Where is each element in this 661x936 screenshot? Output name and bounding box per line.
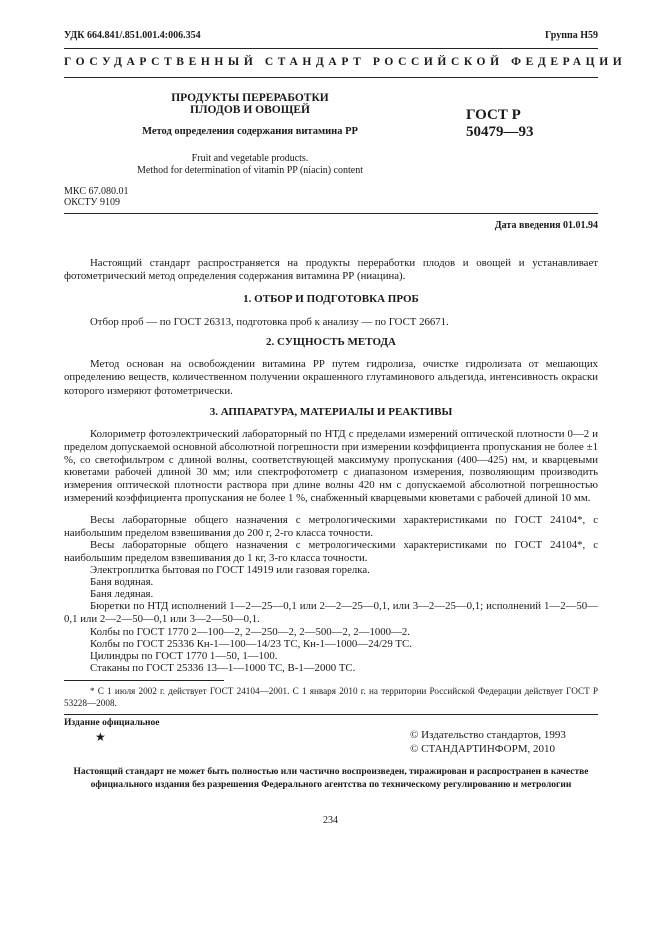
- section-2-text: Метод основан на освобождении витамина РР путем гидролиза, очистке гидролизата от мешающих определению веществ, количественном получении окрашенного глутаминового альдегида, интенсивность окраски которого измеряют фотометрически.: [64, 358, 598, 397]
- reproduction-notice: Настоящий стандарт не может быть полностью или частично воспроизведен, тиражирован и распространен в качестве официального издания без разрешения Федерального агентства по техническому регулированию и метрологии: [73, 767, 589, 790]
- date-label: Дата введения: [494, 220, 563, 231]
- english-title-line-2: Method for determination of vitamin PP (niacin) content: [137, 165, 363, 176]
- header-rule-top: [64, 48, 598, 49]
- equipment-item-stove: Электроплитка бытовая по ГОСТ 14919 или газовая горелка.: [90, 564, 370, 576]
- section-1-heading: 1. ОТБОР И ПОДГОТОВКА ПРОБ: [243, 293, 419, 305]
- group-code: Группа Н59: [545, 30, 598, 41]
- footnote-rule: [64, 680, 224, 681]
- section-1-text: Отбор проб — по ГОСТ 26313, подготовка проб к анализу — по ГОСТ 26671.: [90, 316, 449, 328]
- footer-rule: [64, 714, 598, 715]
- equipment-item-burettes: Бюретки по НТД исполнений 1—2—25—0,1 или 2—2—25—0,1, или 3—2—25—0,1; исполнений 1—2—50—0,1 или 2—2—50—0,1 или 3—2—50—0,1.: [64, 600, 598, 625]
- copyright-publisher: © Издательство стандартов, 1993: [410, 729, 566, 741]
- equipment-item-scales-200: Весы лабораторные общего назначения с метрологическими характеристиками по ГОСТ 24104*, с наибольшим пределом взвешивания до 200 г, 2-го класса точности.: [64, 514, 598, 539]
- document-title: [70, 92, 430, 116]
- method-title: Метод определения содержания витамина РР: [142, 126, 358, 137]
- english-title: [70, 153, 430, 177]
- udk-code: УДК 664.841/.851.001.4:006.354: [64, 30, 201, 41]
- section-2-heading: 2. СУЩНОСТЬ МЕТОДА: [266, 336, 396, 348]
- classification-codes: [64, 186, 128, 208]
- equipment-item-flasks-1770: Колбы по ГОСТ 1770 2—100—2, 2—250—2, 2—500—2, 2—1000—2.: [90, 626, 410, 638]
- copyright-standartinform: © СТАНДАРТИНФОРМ, 2010: [410, 743, 555, 755]
- page-number: 234: [323, 815, 338, 826]
- gost-line-2: 50479—93: [466, 124, 534, 140]
- equipment-item-water-bath: Баня водяная.: [90, 576, 154, 588]
- equipment-item-ice-bath: Баня ледяная.: [90, 588, 154, 600]
- date-value: 01.01.94: [563, 220, 598, 231]
- footnote: * С 1 июля 2002 г. действует ГОСТ 24104—2001. С 1 января 2010 г. на территории Российской Федерации действует ГОСТ Р 53228—2008.: [64, 686, 598, 708]
- mks-code: МКС 67.080.01: [64, 186, 129, 197]
- equipment-item-scales-1kg: Весы лабораторные общего назначения с метрологическими характеристиками по ГОСТ 24104*, с наибольшим пределом взвешивания до 1 кг, 3-го класса точности.: [64, 539, 598, 564]
- english-title-line-1: Fruit and vegetable products.: [191, 153, 309, 164]
- equipment-item-colorimeter: Колориметр фотоэлектрический лабораторный по НТД с пределами измерений оптической плотности 0—2 и пределом допускаемой основной абсолютной погрешности при измерении коэффициента пропускания не более ±1 %, со светофильтром с длиной волны, соответствующей максимуму пропускания (400—425) нм, и кварцевыми кюветами рабочей длиной 30 мм; или спектрофотометр с диапазоном измерения, позволяющим производить измерения оптической плотности раствора при длине волны 420 нм с допускаемой абсолютной погрешностью измерений коэффициента пропускания не более 1 %, снабженный кварцевыми кюветами с рабочей длиной 10 мм.: [64, 428, 598, 504]
- equipment-item-flasks-25336: Колбы по ГОСТ 25336 Кн-1—100—14/23 ТС, Кн-1—1000—24/29 ТС.: [90, 638, 412, 650]
- section-3-heading: 3. АППАРАТУРА, МАТЕРИАЛЫ И РЕАКТИВЫ: [209, 406, 453, 418]
- gost-number: [466, 107, 534, 141]
- intro-paragraph: Настоящий стандарт распространяется на продукты переработки плодов и овощей и устанавливает фотометрический метод определения содержания витамина РР (ниацина).: [64, 257, 598, 283]
- star-icon: ★: [95, 730, 106, 744]
- standard-title: ГОСУДАРСТВЕННЫЙ СТАНДАРТ РОССИЙСКОЙ ФЕДЕРАЦИИ: [64, 56, 627, 68]
- gost-line-1: ГОСТ Р: [466, 107, 521, 123]
- header-rule-bottom: [64, 77, 598, 78]
- edition-label: Издание официальное: [64, 718, 160, 728]
- equipment-item-beakers: Стаканы по ГОСТ 25336 13—1—1000 ТС, В-1—2000 ТС.: [90, 662, 356, 674]
- copyright-block: [410, 728, 566, 756]
- title-line-2: ПЛОДОВ И ОВОЩЕЙ: [190, 104, 310, 116]
- equipment-item-cylinders: Цилиндры по ГОСТ 1770 1—50, 1—100.: [90, 650, 278, 662]
- title-rule: [64, 213, 598, 214]
- okstu-code: ОКСТУ 9109: [64, 197, 121, 208]
- introduction-date: [495, 220, 598, 231]
- title-line-1: ПРОДУКТЫ ПЕРЕРАБОТКИ: [171, 92, 329, 104]
